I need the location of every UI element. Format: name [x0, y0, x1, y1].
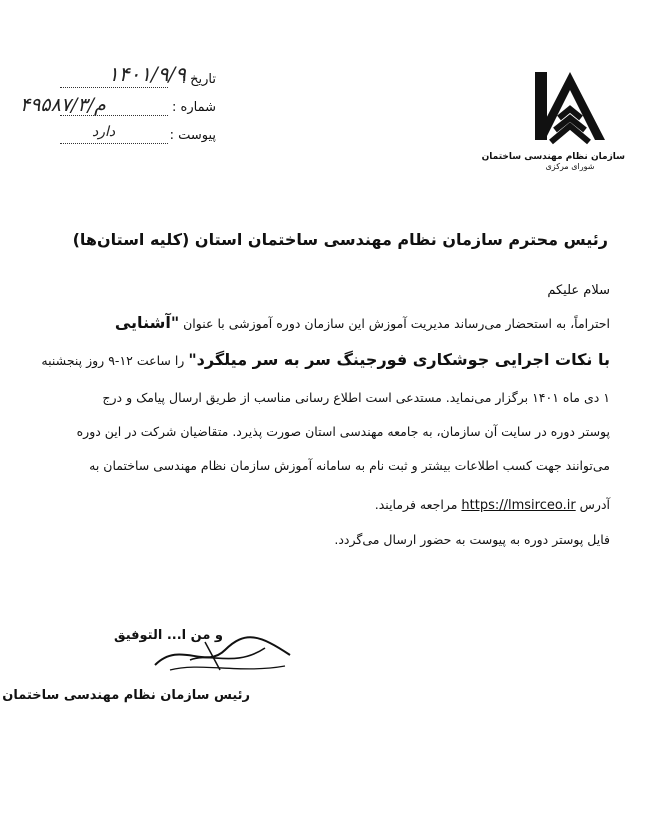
- greeting: سلام علیکم: [547, 283, 610, 298]
- course-title-end: با نکات اجرایی جوشکاری فورجینگ سر به سر میلگرد": [188, 350, 610, 369]
- body-line-6: [375, 497, 610, 513]
- closing-phrase: و من ا... التوفیق: [113, 628, 223, 643]
- body-line-4: پوستر دوره در سایت آن سازمان، به جامعه مهندسی استان صورت پذیرد. متقاضیان شرکت در این دوره: [76, 424, 610, 439]
- signature-scribble: [150, 630, 300, 680]
- lms-link[interactable]: https://lmsirceo.ir: [461, 498, 576, 513]
- number-label: شماره :: [172, 100, 216, 115]
- number-row: [20, 94, 220, 120]
- letter-meta: [20, 62, 220, 154]
- number-value: ۴۹۵۸۷/۳/م: [20, 94, 106, 116]
- attachment-line: [60, 143, 168, 144]
- body-line-2: [41, 350, 610, 369]
- address-label: آدرس: [575, 497, 610, 512]
- body-line-7: فایل پوستر دوره به پیوست به حضور ارسال می‌گردد.: [334, 532, 610, 547]
- attachment-value: دارد: [92, 124, 116, 140]
- org-logo: [481, 60, 625, 171]
- date-value: ۱۴۰۱/۹/۹: [108, 62, 186, 86]
- org-subtitle: شورای مرکزی: [545, 162, 595, 171]
- org-name: سازمان نظام مهندسی ساختمان: [481, 152, 625, 162]
- body-line-1-text: احتراماً، به استحضار می‌رساند مدیریت آموزش این سازمان دوره آموزشی با عنوان: [179, 316, 610, 331]
- body-line-2-text: را ساعت ۱۲-۹ روز پنجشنبه: [41, 353, 189, 368]
- body-line-1: [115, 313, 610, 332]
- course-title-start: "آشنایی: [114, 313, 180, 332]
- date-line: [60, 87, 168, 88]
- attachment-label: پیوست :: [169, 128, 216, 143]
- body-line-3: ۱ دی ماه ۱۴۰۱ برگزار می‌نماید. مستدعی است اطلاع رسانی مناسب از طریق ارسال پیامک و درج: [102, 390, 610, 405]
- date-label: تاریخ :: [181, 72, 216, 87]
- signer-title: رئیس سازمان نظام مهندسی ساختمان: [2, 688, 250, 703]
- date-row: [20, 62, 220, 92]
- org-emblem-icon: [525, 60, 615, 150]
- body-line-5: می‌توانند جهت کسب اطلاعات بیشتر و ثبت نام به سامانه آموزش سازمان نظام مهندسی ساختمان به: [89, 458, 610, 473]
- attachment-row: [20, 126, 220, 148]
- recipient-heading: رئیس محترم سازمان نظام مهندسی ساختمان استان (کلیه استان‌ها): [72, 230, 608, 249]
- body-line-6-text: مراجعه فرمایند.: [374, 497, 462, 512]
